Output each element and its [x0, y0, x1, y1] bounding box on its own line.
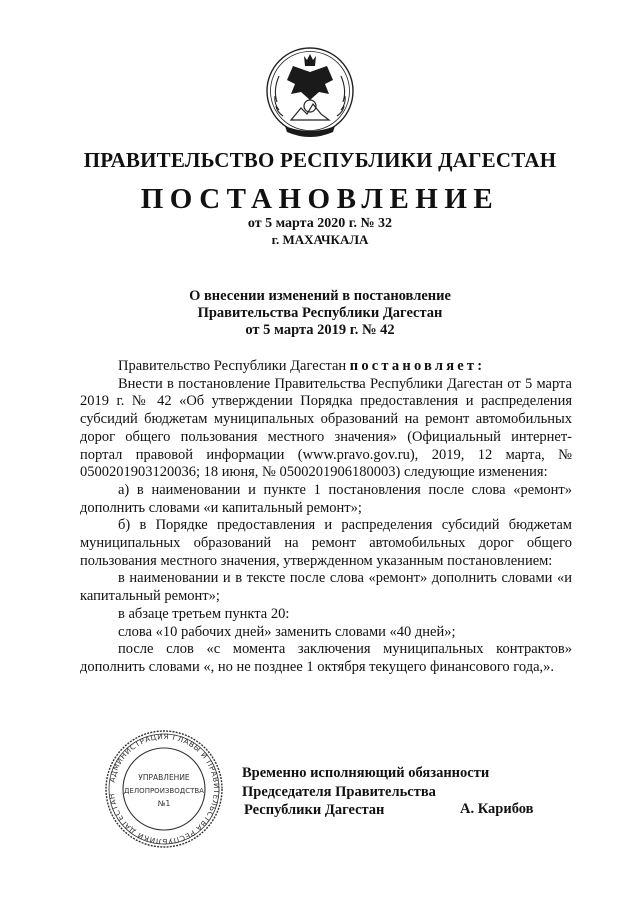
paragraph-4: в наименовании и в тексте после слова «ремонт» дополнить словами «и капитальный ремонт»; [80, 570, 572, 605]
signature-title-line-1: Временно исполняющий обязанности [242, 765, 490, 781]
stamp-ring-text: АДМИНИСТРАЦИЯ ГЛАВЫ И ПРАВИТЕЛЬСТВА РЕСПУБЛИКИ ДАГЕСТАН [107, 731, 222, 847]
paragraph-6: слова «10 рабочих дней» заменить словами «40 дней»; [118, 623, 456, 640]
title-line-3: от 5 марта 2019 г. № 42 [245, 322, 395, 338]
paragraph-1: Внести в постановление Правительства Республики Дагестан от 5 марта 2019 г. № 42 «Об утверждении Порядка предоставления и распределения субсидий бюджетам муниципальных образований на ремонт автомобильных дорог общего пользования местного значения» (Официальный интернет-портал правовой информации (www.pravo.gov.ru), 2019, 12 марта, № 0500201903120036; 18 июня, № 0500201906180003) следующие изменения: [80, 375, 572, 481]
title-line-2: Правительства Республики Дагестан [197, 305, 443, 321]
paragraph-2: а) в наименовании и пункте 1 постановления после слова «ремонт» дополнить словами «и капитальный ремонт»; [80, 481, 572, 516]
official-stamp [103, 728, 225, 850]
document-date-number: от 5 марта 2020 г. № 32 [247, 216, 393, 231]
signer-name: А. Карибов [460, 801, 534, 817]
document-body [80, 358, 572, 677]
coat-of-arms-emblem [263, 44, 357, 142]
document-type: ПОСТАНОВЛЕНИЕ [140, 183, 500, 215]
paragraph-7: после слов «с момента заключения муниципальных контрактов» дополнить словами «, но не позднее 1 октября текущего финансового года,». [80, 641, 572, 675]
title-line-1: О внесении изменений в постановление [189, 288, 451, 304]
intro-paragraph [80, 358, 572, 376]
signature-title-line-3: Республики Дагестан [244, 802, 385, 818]
stamp-center-line-2: ДЕЛОПРОИЗВОДСТВА [124, 787, 204, 795]
document-title [0, 288, 640, 339]
paragraph-5: в абзаце третьем пункта 20: [118, 605, 290, 622]
government-name: ПРАВИТЕЛЬСТВО РЕСПУБЛИКИ ДАГЕСТАН [83, 148, 557, 172]
document-city: г. МАХАЧКАЛА [271, 232, 369, 247]
decree-word: постановляет: [349, 358, 486, 374]
intro-text: Правительство Республики Дагестан [118, 358, 350, 374]
paragraph-3: б) в Порядке предоставления и распределения субсидий бюджетам муниципальных образований на ремонт автомобильных дорог общего пользования местного значения, утвержденном указанным постановлением: [80, 517, 572, 569]
stamp-center-line-1: УПРАВЛЕНИЕ [138, 773, 190, 782]
signature-title-line-2: Председателя Правительства [242, 783, 436, 800]
stamp-center-line-3: №1 [157, 799, 171, 808]
